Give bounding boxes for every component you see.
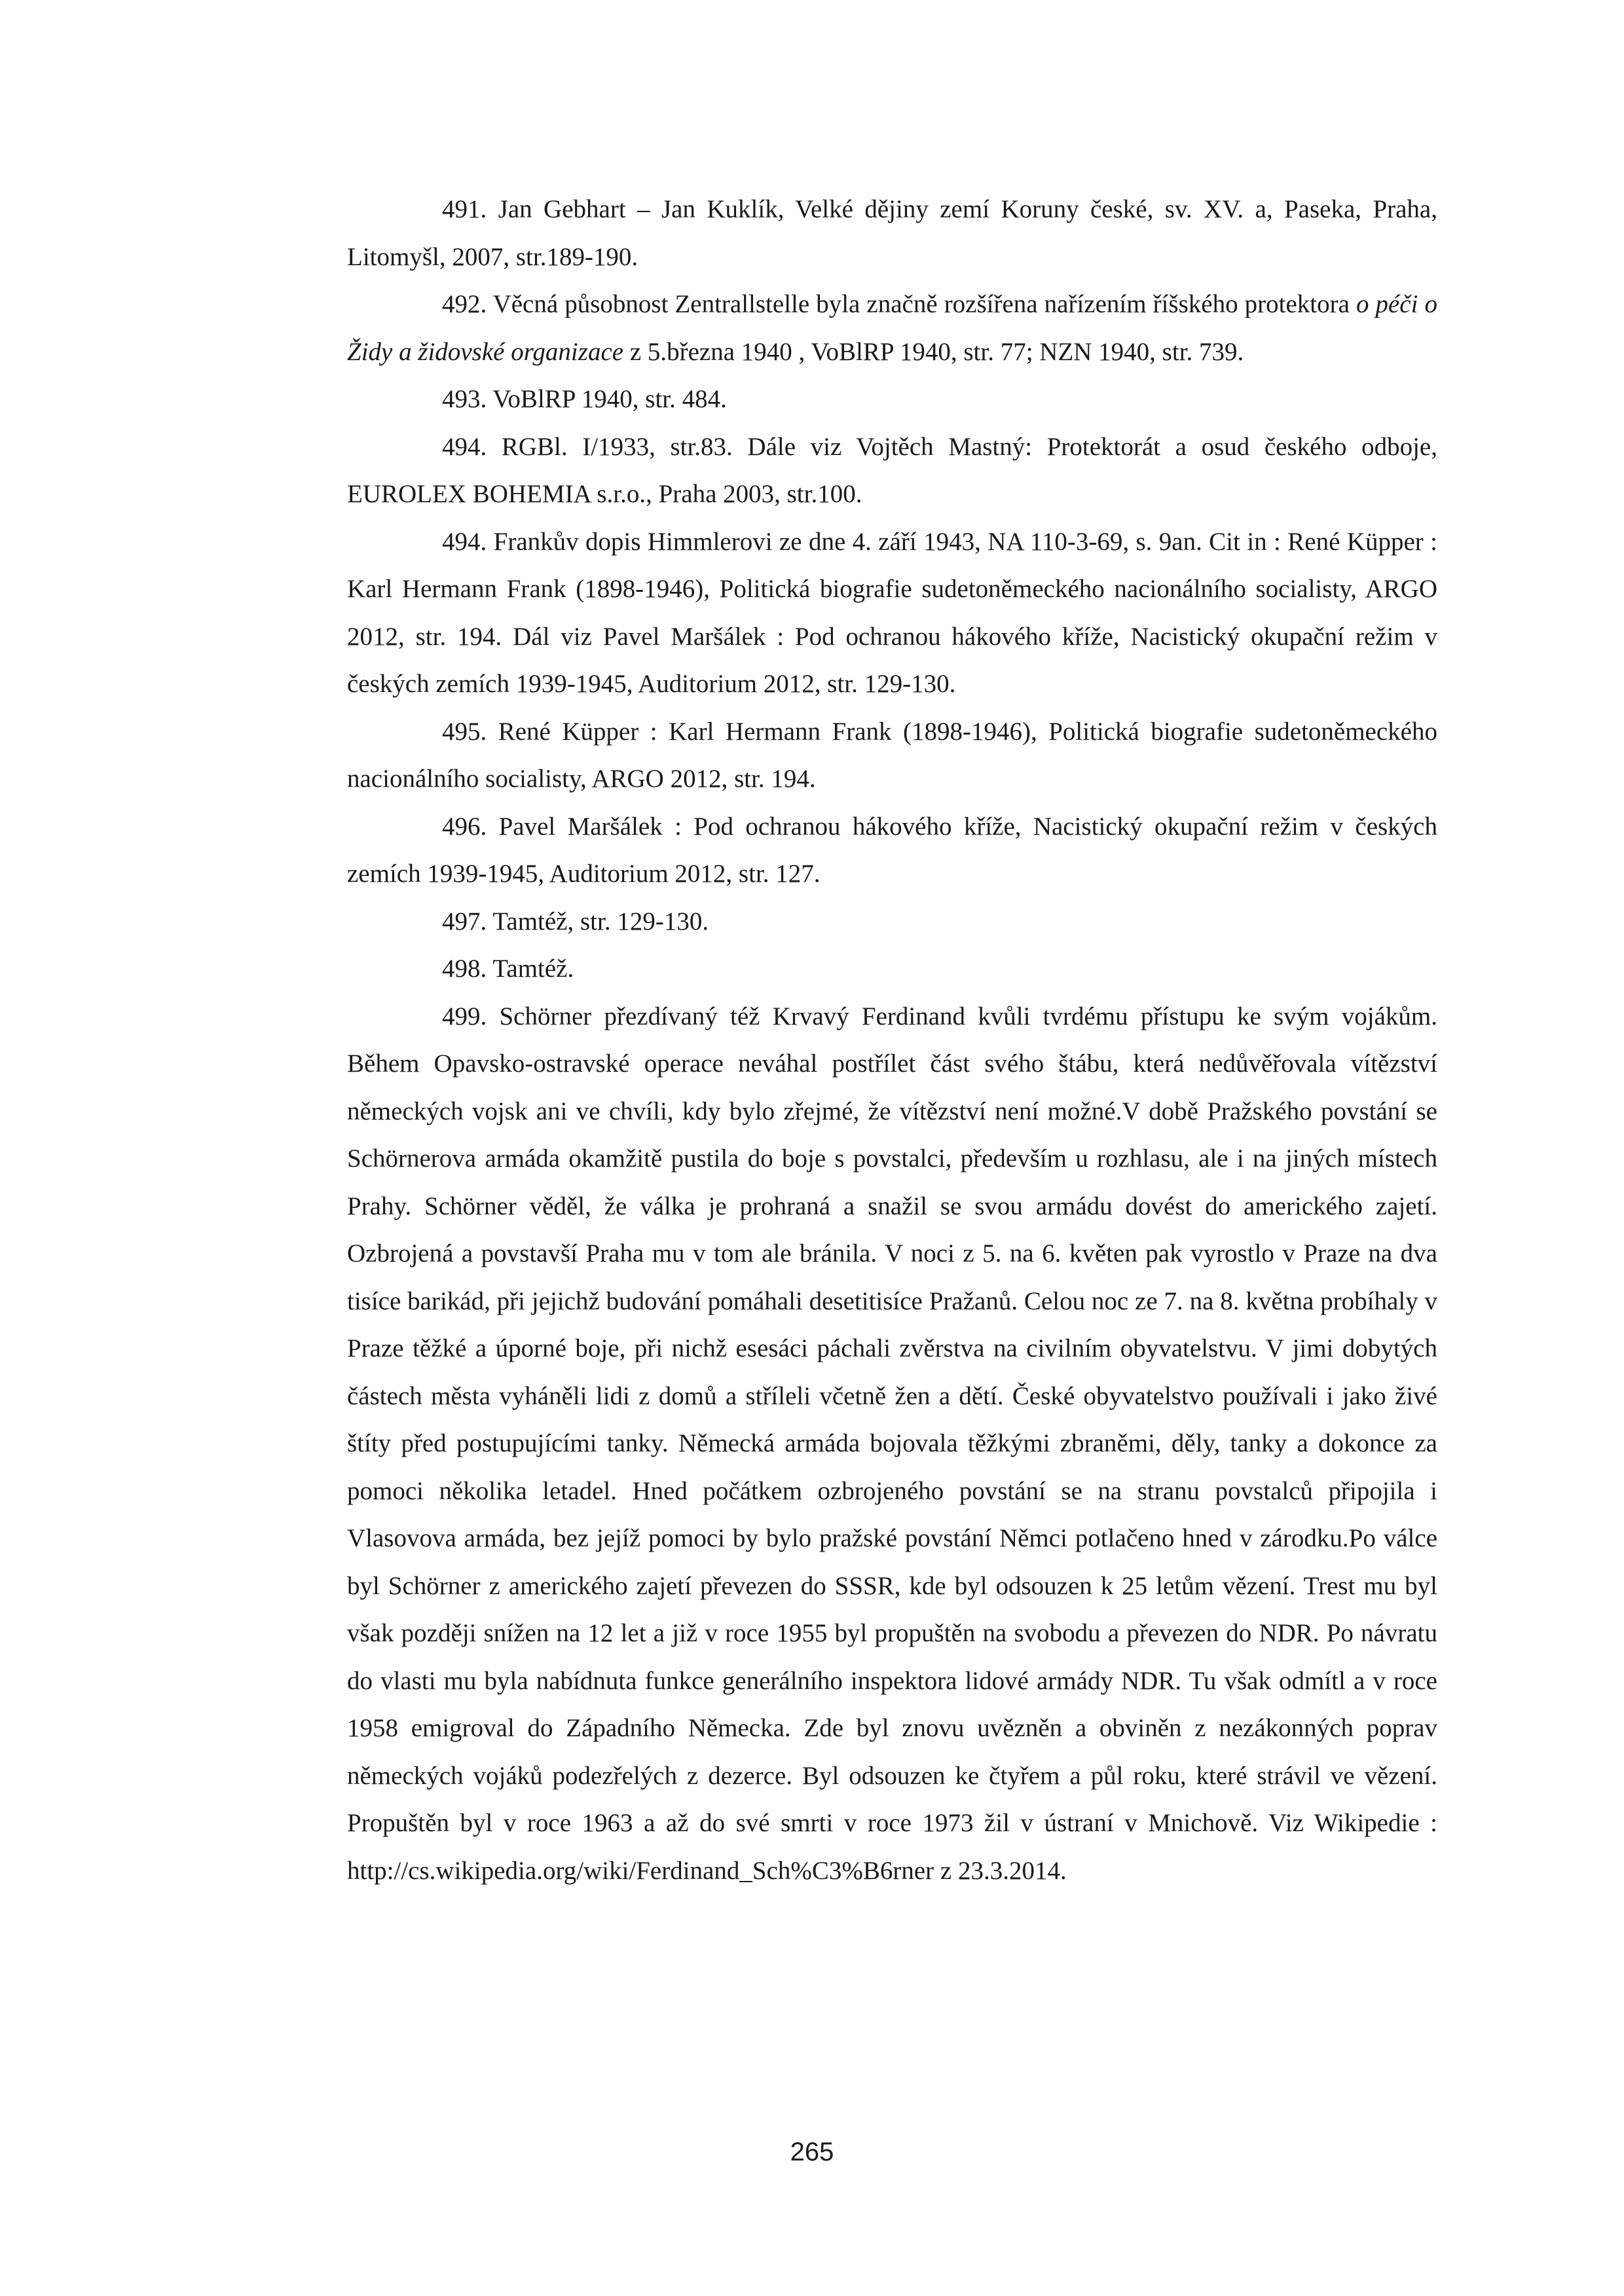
page-number: 265: [790, 2138, 834, 2166]
footnote-498: 498. Tamtéž.: [442, 955, 574, 983]
footnote-491: 491. Jan Gebhart – Jan Kuklík, Velké dějiny zemí Koruny české, sv. XV. a, Paseka, Praha, Litomyšl, 2007, str.189-190.: [347, 195, 1437, 271]
footnote-492-text-end: z 5.března 1940 , VoBlRP 1940, str. 77; NZN 1940, str. 739.: [623, 337, 1244, 366]
footnote-496: 496. Pavel Maršálek : Pod ochranou hákového kříže, Nacistický okupační režim v českých zemích 1939-1945, Auditorium 2012, str. 127.: [347, 812, 1437, 888]
footnote-494-rgbl: 494. RGBl. I/1933, str.83. Dále viz Vojtěch Mastný: Protektorát a osud českého odboje, EUROLEX BOHEMIA s.r.o., Praha 2003, str.100.: [347, 432, 1437, 508]
footnote-493: 493. VoBlRP 1940, str. 484.: [442, 385, 727, 413]
footnotes-block: [347, 186, 1437, 1895]
footnote-494-frank-letter: 494. Frankův dopis Himmlerovi ze dne 4. září 1943, NA 110-3-69, s. 9an. Cit in : René Küpper : Karl Hermann Frank (1898-1946), Politická biografie sudetoněmeckého nacionálního socialisty, ARGO 2012, str. 194. Dál viz Pavel Maršálek : Pod ochranou hákového kříže, Nacistický okupační režim v českých zemích 1939-1945, Auditorium 2012, str. 129-130.: [347, 527, 1437, 698]
footnote-492-italic-title: o péči o Židy a židovské organizace: [347, 290, 1437, 366]
footnote-497: 497. Tamtéž, str. 129-130.: [442, 907, 709, 936]
footnote-492: [347, 281, 1437, 376]
footnote-499: 499. Schörner přezdívaný též Krvavý Ferdinand kvůli tvrdému přístupu ke svým vojákům. Během Opavsko-ostravské operace neváhal postřílet část svého štábu, která nedůvěřovala vítězství německých vojsk ani ve chvíli, kdy bylo zřejmé, že vítězství není možné.V době Pražského povstání se Schörnerova armáda okamžitě pustila do boje s povstalci, především u rozhlasu, ale i na jiných místech Prahy. Schörner věděl, že válka je prohraná a snažil se svou armádu dovést do amerického zajetí. Ozbrojená a povstavší Praha mu v tom ale bránila. V noci z 5. na 6. květen pak vyrostlo v Praze na dva tisíce barikád, při jejichž budování pomáhali desetitisíce Pražanů. Celou noc ze 7. na 8. května probíhaly v Praze těžké a úporné boje, při nichž esesáci páchali zvěrstva na civilním obyvatelstvu. V jimi dobytých částech města vyháněli lidi z domů a stříleli včetně žen a dětí. České obyvatelstvo používali i jako živé štíty před postupujícími tanky. Německá armáda bojovala těžkými zbraněmi, děly, tanky a dokonce za pomoci několika letadel. Hned počátkem ozbrojeného povstání se na stranu povstalců připojila i Vlasovova armáda, bez jejíž pomoci by bylo pražské povstání Němci potlačeno hned v zárodku.Po válce byl Schörner z amerického zajetí převezen do SSSR, kde byl odsouzen k 25 letům vězení. Trest mu byl však později snížen na 12 let a již v roce 1955 byl propuštěn na svobodu a převezen do NDR. Po návratu do vlasti mu byla nabídnuta funkce generálního inspektora lidové armády NDR. Tu však odmítl a v roce 1958 emigroval do Západního Německa. Zde byl znovu uvězněn a obviněn z nezákonných poprav německých vojáků podezřelých z dezerce. Byl odsouzen ke čtyřem a půl roku, které strávil ve vězení. Propuštěn byl v roce 1963 a až do své smrti v roce 1973 žil v ústraní v Mnichově. Viz Wikipedie : http://cs.wikipedia.org/wiki/Ferdinand_Sch%C3%B6rner z 23.3.2014.: [347, 1002, 1437, 1885]
footnote-495: 495. René Küpper : Karl Hermann Frank (1898-1946), Politická biografie sudetoněmeckého nacionálního socialisty, ARGO 2012, str. 194.: [347, 717, 1437, 793]
footnote-492-text: 492. Věcná působnost Zentrallstelle byla značně rozšířena nařízením říšského protektora: [442, 290, 1356, 318]
